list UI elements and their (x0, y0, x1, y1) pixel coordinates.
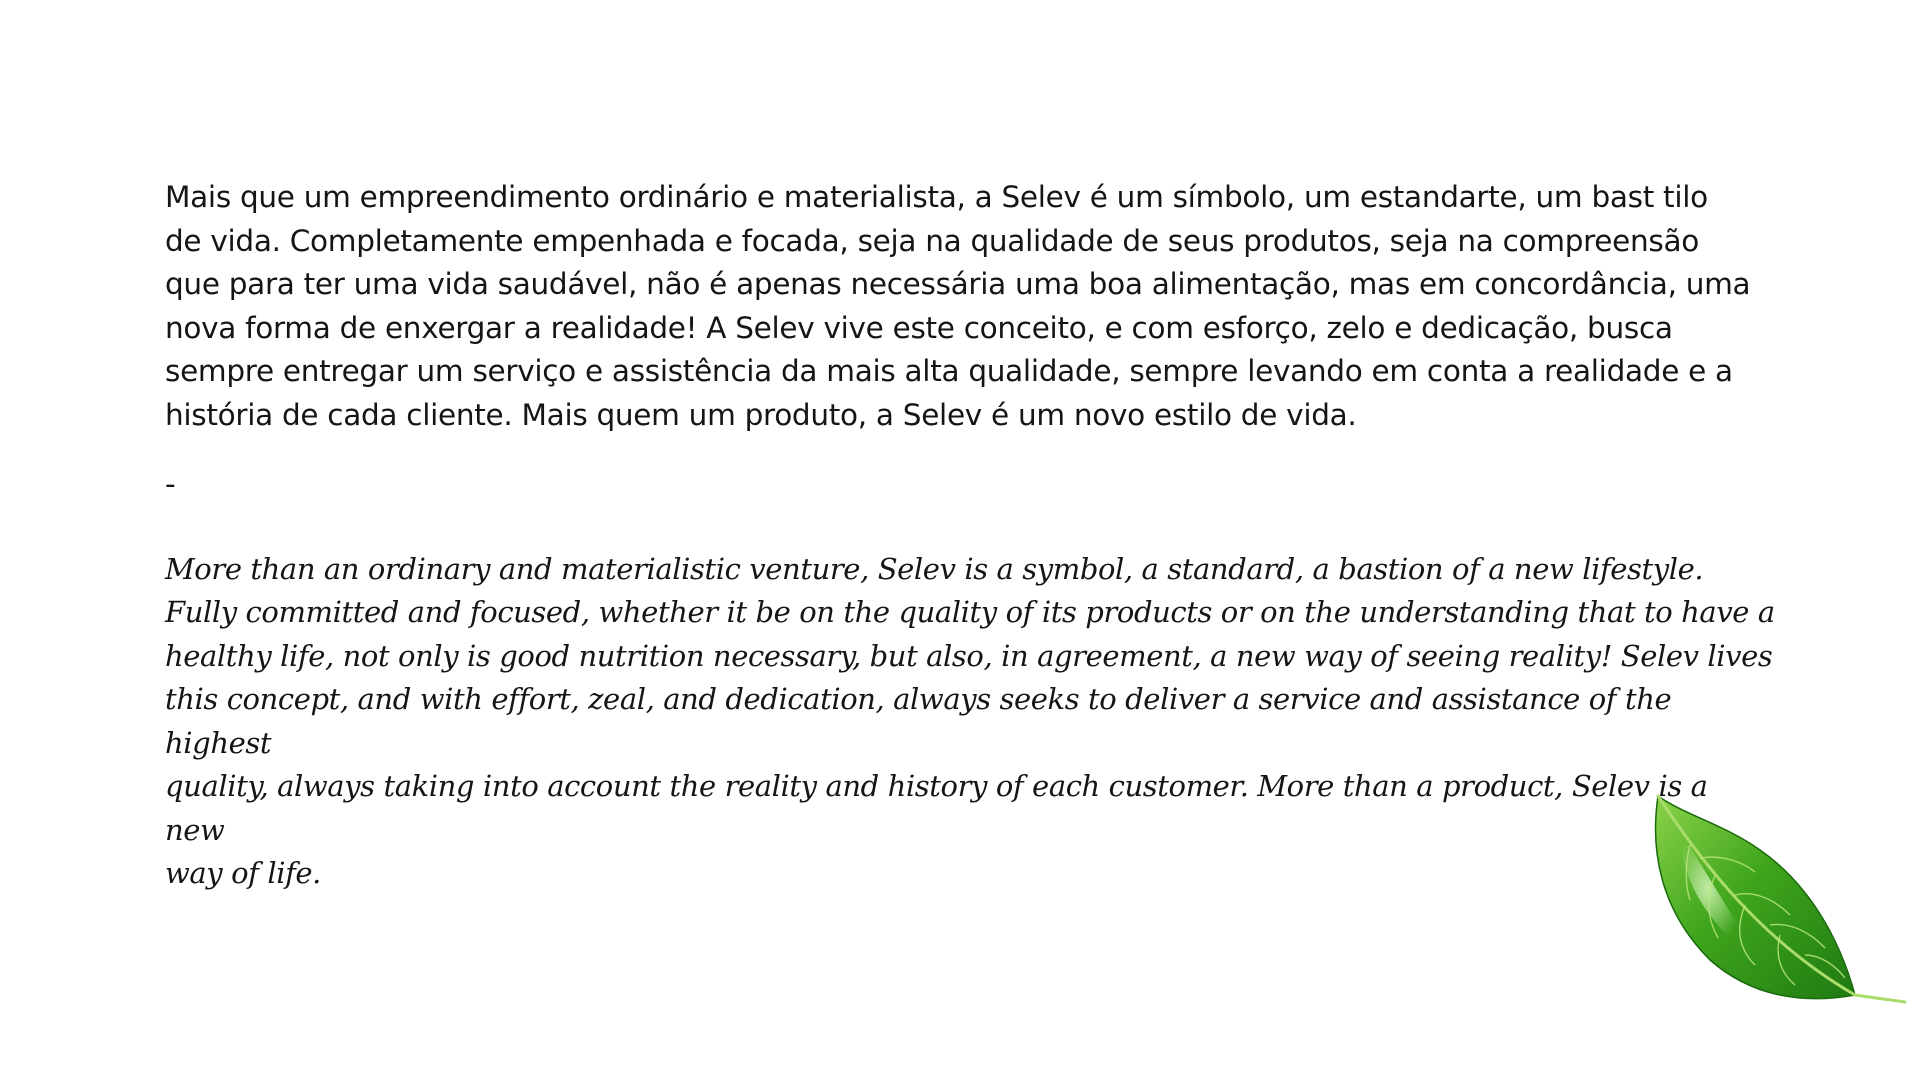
paragraph-english: More than an ordinary and materialistic venture, Selev is a symbol, a standard, a bastion of a new lifestyle. Fully committed and focused, whether it be on the quality of its products or on the understanding that to have a healthy life, not only is good nutrition necessary, but also, in agreement, a new way of seeing reality! Selev lives this concept, and with effort, zeal, and dedication, always seeks to deliver a service and assistance of the highest quality, always taking into account the reality and history of each customer. More than a product, Selev is a new way of life. (165, 551, 1775, 890)
paragraph-portuguese: Mais que um empreendimento ordinário e materialista, a Selev é um símbolo, um estandarte, um bast tilo de vida. Completamente empenhada e focada, seja na qualidade de seus produtos, seja na compreensão que para ter uma vida saudável, não é apenas necessária uma boa alimentação, mas em concordância, uma nova forma de enxergar a realidade! A Selev vive este conceito, e com esforço, zelo e dedicação, busca sempre entregar um serviço e assistência da mais alta qualidade, sempre levando em conta a realidade e a história de cada cliente. Mais quem um produto, a Selev é um novo estilo de vida. (165, 180, 1751, 432)
text-content (165, 176, 1775, 896)
separator-dash: - (165, 467, 176, 501)
leaf-icon (1640, 790, 1920, 1020)
